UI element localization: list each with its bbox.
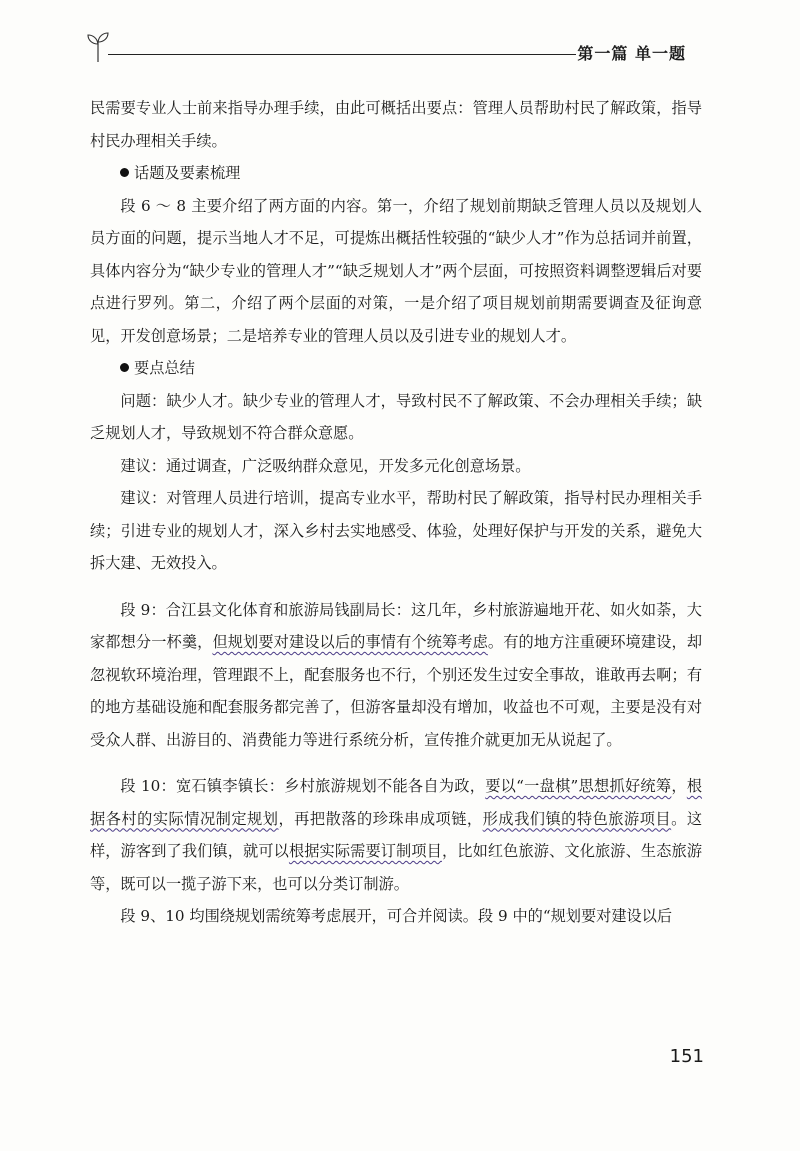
paragraph-section-9: [90, 594, 702, 757]
paragraph: 段 9、10 均围绕规划需统筹考虑展开，可合并阅读。段 9 中的“规划要对建设以后: [120, 907, 673, 925]
body-text: [90, 92, 702, 933]
bullet-icon: [120, 168, 129, 177]
paragraph: 建议：通过调查，广泛吸纳群众意见，开发多元化创意场景。: [120, 456, 531, 475]
underlined-text: 要以“一盘棋”思想抓好统筹: [485, 777, 672, 795]
text-run: ，再把散落的珍珠串成项链，: [278, 809, 483, 828]
section-title: 第一篇 单一题: [577, 44, 686, 63]
header-rule: [108, 54, 576, 55]
bullet-icon: [120, 363, 129, 372]
text-run: ，: [671, 777, 687, 795]
paragraph: 建议：对管理人员进行培训，提高专业水平，帮助村民了解政策，指导村民办理相关手续；引进专业的规划人才，深入乡村去实地感受、体验，处理好保护与开发的关系，避免大拆大建、无效投入。: [90, 489, 702, 572]
page-header: [86, 28, 726, 68]
subheading-label: 话题及要素梳理: [134, 164, 241, 182]
text-run: 。有的地方注重硬环境建设，却忽视软环境治理，管理跟不上，配套服务也不行，个别还发生过安全事故，谁敢再去啊；有的地方基础设施和配套服务都完善了，但游客量却没有增加，收益也不可观，主要是没有对受众人群、出游目的、消费能力等进行系统分析，宣传推介就更加无从说起了。: [90, 633, 703, 749]
underlined-text: 根据实际需要订制项目: [288, 842, 442, 860]
paragraph: 问题：缺少人才。缺少专业的管理人才，导致村民不了解政策、不会办理相关手续；缺乏规划人才，导致规划不符合群众意愿。: [90, 391, 702, 442]
paragraph-section-10: [90, 770, 702, 900]
text-run: 段 10：宽石镇李镇长：乡村旅游规划不能各自为政，: [120, 777, 486, 795]
underlined-text: 形成我们镇的特色旅游项目: [482, 809, 672, 828]
paragraph: 段 6 ～ 8 主要介绍了两方面的内容。第一，介绍了规划前期缺乏管理人员以及规划人员方面的问题，提示当地人才不足，可提炼出概括性较强的“缺少人才”作为总括词并前置，具体内容分为“缺少专业的管理人才”“缺乏规划人才”两个层面，可按照资料调整逻辑后对要点进行罗列。第二，介绍了两个层面的对策，一是介绍了项目规划前期需要调查及征询意见，开发创意场景；二是培养专业的管理人员以及引进专业的规划人才。: [90, 196, 702, 345]
subheading-summary: [90, 352, 702, 385]
underlined-text: 但规划要对建设以后的事情有个统筹考虑: [212, 633, 488, 651]
text-run: 。这样，游客到了我们镇，就可以: [90, 809, 703, 860]
page-number: 151: [669, 1046, 704, 1067]
underlined-text: 根据各村的实际情况制定规划: [90, 777, 703, 828]
text-run: 段 9：合江县文化体育和旅游局钱副局长：这几年，乡村旅游遍地开花、如火如荼，大家都想分一杯羹，: [90, 600, 702, 651]
paragraph: 民需要专业人士前来指导办理手续，由此可概括出要点：管理人员帮助村民了解政策，指导村民办理相关手续。: [90, 99, 702, 150]
subheading-topics: [90, 157, 702, 190]
text-run: ，比如红色旅游、文化旅游、生态旅游等，既可以一揽子游下来，也可以分类订制游。: [90, 842, 703, 893]
subheading-label: 要点总结: [134, 359, 195, 377]
sprout-icon: [86, 28, 110, 64]
